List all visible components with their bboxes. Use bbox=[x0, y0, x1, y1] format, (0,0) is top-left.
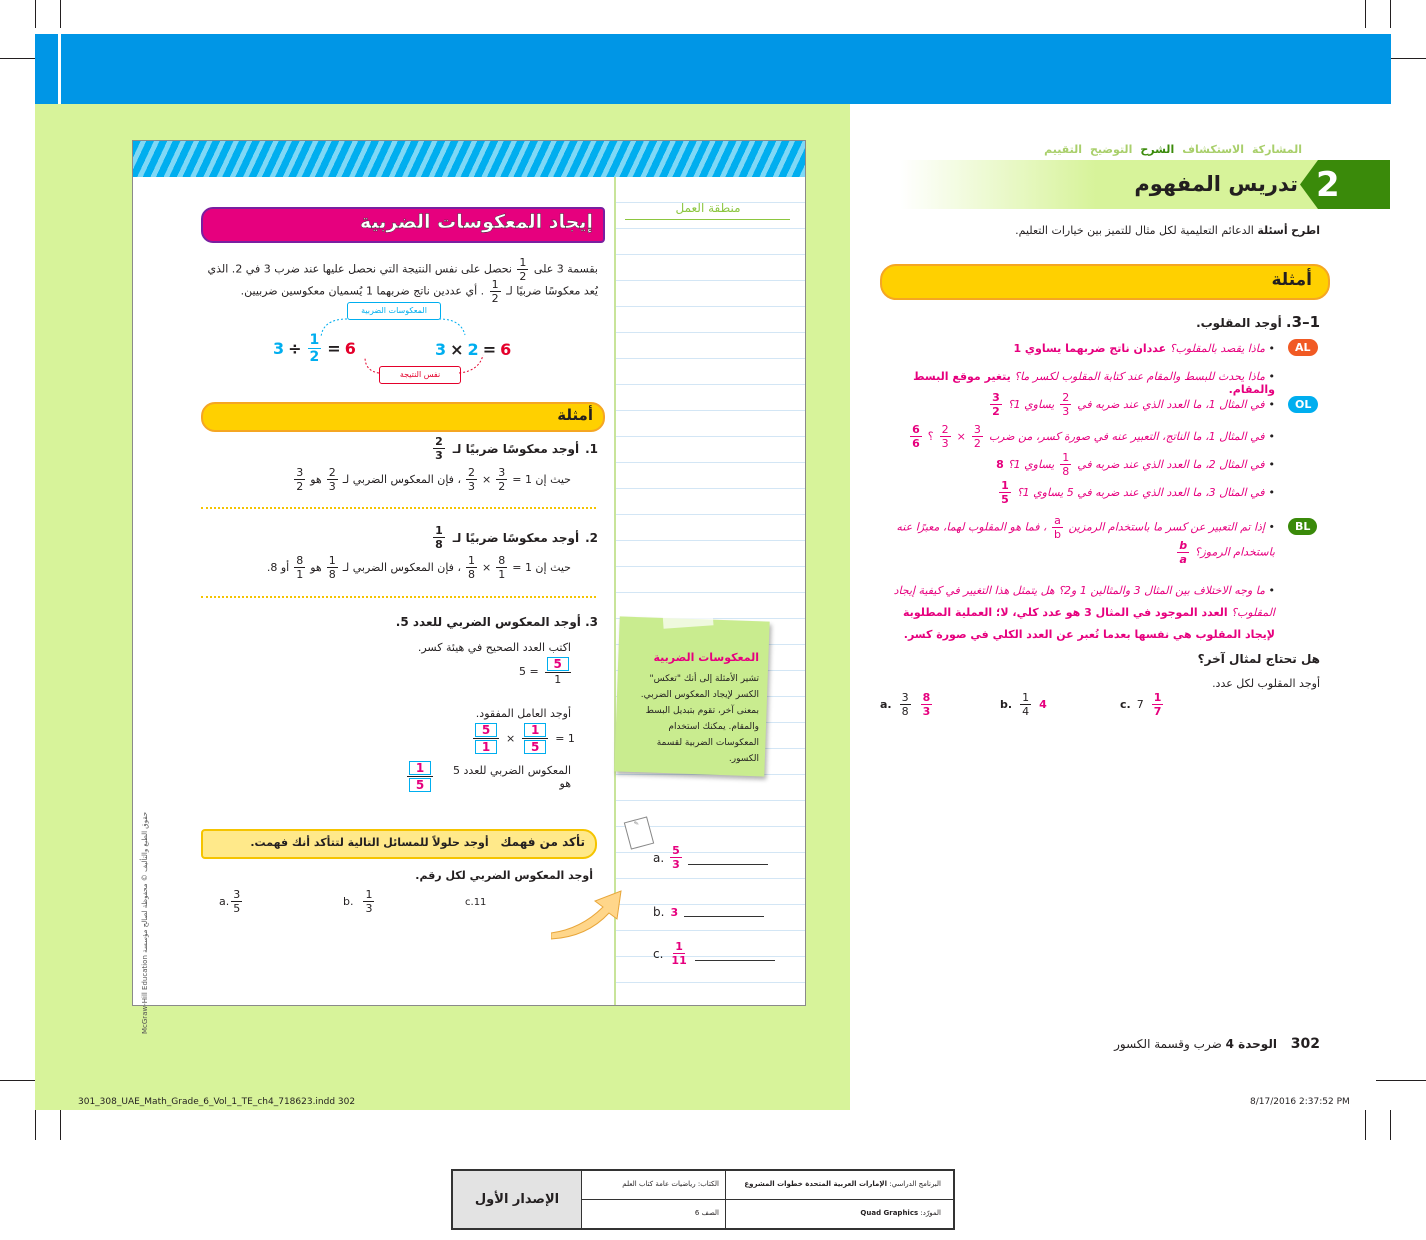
check-heading bbox=[213, 835, 585, 849]
ex3-q: أوجد المعكوس الضربي للعدد 5. bbox=[395, 615, 581, 629]
ans-a-n: 5 bbox=[672, 844, 680, 857]
swoosh-arrow bbox=[551, 881, 631, 941]
nav-explain: الشرح bbox=[1140, 143, 1175, 156]
half-fraction-2 bbox=[490, 279, 501, 304]
divider-2 bbox=[201, 596, 596, 598]
another-a-ans bbox=[921, 692, 933, 717]
intro-bold-2: أسئلة bbox=[1257, 224, 1288, 237]
q8-q: ما وجه الاختلاف بين المثال 3 والمثالين 1 و2؟ هل يتمثل هذا التغيير في كيفية إيجاد المقلوب؟ bbox=[893, 584, 1275, 619]
ca-label: a. bbox=[219, 895, 230, 908]
intro-rest: الدعائم التعليمية لكل مثال للتميز بين خيارات التعليم. bbox=[1015, 224, 1254, 237]
bullet-7: • bbox=[1268, 520, 1275, 534]
bullet-3: • bbox=[1268, 398, 1275, 411]
arrow-top-right bbox=[439, 319, 465, 335]
ex3-step-2: أوجد العامل المفقود. bbox=[475, 707, 571, 720]
ex2-w-f3n: 1 bbox=[328, 554, 336, 567]
lesson-title: إيجاد المعكوسات الضربية bbox=[359, 211, 593, 233]
q5-frac bbox=[1060, 452, 1071, 477]
bullet-8: • bbox=[1268, 584, 1275, 597]
ex1-w3: هو bbox=[310, 473, 322, 486]
check-item-a bbox=[219, 889, 244, 914]
slug-table bbox=[451, 1169, 955, 1230]
q3-fd: 3 bbox=[1062, 405, 1070, 418]
ex1-w-f4 bbox=[294, 467, 305, 492]
intro-text bbox=[900, 224, 1320, 237]
ex2-w-f4n: 8 bbox=[296, 554, 304, 567]
q6-q: في المثال 3، ما العدد الذي عند ضربه في 5 يساوي 1؟ bbox=[1016, 486, 1265, 499]
slug-program-label: البرنامج الدراسي: bbox=[889, 1180, 941, 1188]
intro-text-3: يُعد معكوسًا ضربيًا لـ bbox=[506, 284, 598, 298]
q6-ad: 5 bbox=[1001, 493, 1009, 506]
bullet-6: • bbox=[1268, 486, 1275, 499]
ex2-w-f3d: 8 bbox=[328, 568, 336, 581]
q4-op: × bbox=[956, 430, 966, 443]
bullet-2: • bbox=[1268, 370, 1275, 383]
ex1-q: أوجد معكوسًا ضربيًا لـ bbox=[452, 441, 580, 456]
ex1-w-f4d: 2 bbox=[296, 480, 304, 493]
another-a-ad: 3 bbox=[922, 705, 931, 718]
ex2-fn: 1 bbox=[435, 524, 443, 537]
ans-c-d: 11 bbox=[671, 954, 687, 967]
eq-left-r: 6 bbox=[344, 339, 356, 358]
ans-b-line bbox=[684, 908, 764, 917]
q3-an: 3 bbox=[992, 391, 1000, 404]
arrow-bottom-left bbox=[365, 357, 379, 373]
another-c-ans bbox=[1152, 692, 1164, 717]
slug-vendor-value: Quad Graphics bbox=[860, 1209, 919, 1217]
ans-b: 3 bbox=[670, 905, 679, 919]
another-a-label: a. bbox=[880, 698, 892, 711]
q5-tail: يساوي 1؟ bbox=[1007, 458, 1055, 471]
work-zone-label: منطقة العمل bbox=[675, 201, 741, 215]
intro-text-4: . أي عددين ناتج ضربهما 1 يُسميان معكوسين ضربيين. bbox=[240, 284, 485, 298]
ex3-step-1: اكتب العدد الصحيح في هيئة كسر. bbox=[417, 641, 571, 654]
eq-right-r: 6 bbox=[500, 340, 512, 359]
unit-label: الوحدة 4 bbox=[1225, 1037, 1277, 1051]
ex1-w-f1n: 3 bbox=[498, 466, 506, 479]
pencil-note-icon: ✎ bbox=[624, 816, 654, 849]
ex3-m2d-wrap bbox=[522, 739, 548, 754]
ex1-fn: 2 bbox=[435, 435, 443, 448]
q3 bbox=[880, 392, 1275, 417]
slug-grade bbox=[587, 1209, 719, 1217]
cb-frac bbox=[363, 889, 374, 914]
ex1-w-f3n: 2 bbox=[328, 466, 336, 479]
ex3-m1d: 1 bbox=[475, 740, 497, 754]
ex3-five-frac bbox=[545, 657, 571, 685]
ex1-fd: 3 bbox=[435, 449, 443, 462]
check-question: أوجد المعكوس الضربي لكل رقم. bbox=[415, 869, 593, 882]
hatch-header bbox=[133, 141, 805, 177]
work-zone bbox=[616, 177, 805, 1005]
page-number: 302 bbox=[1290, 1036, 1320, 1052]
ex3-five: 5 = bbox=[519, 664, 539, 678]
bullet-4: • bbox=[1268, 430, 1275, 443]
ex3-fn: 5 bbox=[547, 657, 569, 671]
level-bl: BL bbox=[1288, 518, 1317, 535]
ex2-w-f2 bbox=[466, 555, 477, 580]
eq-half-n: 1 bbox=[309, 332, 320, 348]
unit-title: ضرب وقسمة الكسور bbox=[1114, 1037, 1222, 1051]
te-examples-title: أمثلة bbox=[1271, 270, 1312, 290]
half-n: 1 bbox=[519, 256, 527, 269]
check-title: تأكد من فهمك bbox=[500, 835, 585, 849]
ex1-frac bbox=[433, 436, 445, 461]
q3-ad: 2 bbox=[992, 405, 1000, 418]
q4-f1n: 3 bbox=[973, 423, 981, 436]
ans-b-label: b. bbox=[653, 905, 665, 919]
ex3-rn: 1 bbox=[409, 761, 431, 775]
another-b bbox=[1000, 692, 1047, 717]
divider-1 bbox=[201, 507, 596, 509]
another-b-n: 1 bbox=[1022, 691, 1030, 704]
ex3-m2n-wrap bbox=[522, 723, 548, 739]
ex2-times: × bbox=[482, 561, 492, 574]
slug-grade-label: الصف bbox=[701, 1209, 719, 1217]
top-banner bbox=[35, 34, 1391, 104]
ex2-w-f4 bbox=[294, 555, 305, 580]
ex1-w-f3d: 3 bbox=[328, 480, 336, 493]
example-2-question bbox=[283, 525, 598, 550]
another-c bbox=[1120, 692, 1165, 717]
ex1-w-f4n: 3 bbox=[296, 466, 304, 479]
ex3-rn-wrap bbox=[407, 761, 433, 777]
intro-line-2 bbox=[193, 279, 598, 304]
nav-explore: الاستكشاف bbox=[1182, 143, 1244, 156]
ex2-q: أوجد معكوسًا ضربيًا لـ bbox=[452, 530, 580, 545]
slug-vendor-label: المورّد: bbox=[920, 1209, 941, 1217]
q4-ad: 6 bbox=[912, 437, 920, 450]
ans-c-label: c. bbox=[653, 946, 664, 961]
eq-half-d: 2 bbox=[309, 349, 320, 365]
q7-q: إذا تم التعبير عن كسر ما باستخدام الرمزين bbox=[1068, 520, 1265, 534]
eq-left-a: 3 bbox=[273, 339, 285, 358]
examples-title: أمثلة bbox=[557, 406, 593, 424]
q5-a: 8 bbox=[996, 458, 1004, 471]
q8 bbox=[880, 580, 1275, 646]
q8-a: العدد الموجود في المثال 3 هو عدد كلي، لا؛ العملية المطلوبة لإيجاد المقلوب هي نفسها بعدما تُعبر عن العدد الكلي في صورة كسر. bbox=[903, 606, 1275, 641]
ex3-m1 bbox=[473, 723, 499, 754]
section-number-tab bbox=[1300, 160, 1390, 209]
ex3-m1n: 5 bbox=[475, 723, 497, 737]
ex3-fd: 1 bbox=[554, 673, 562, 686]
ex3-result bbox=[405, 761, 571, 792]
another-b-frac bbox=[1020, 692, 1031, 717]
another-a-an: 8 bbox=[922, 691, 931, 704]
callout-same-result: نفس النتيجة bbox=[379, 366, 461, 384]
ex2-num: 2. bbox=[585, 530, 598, 545]
eq-div: ÷ bbox=[288, 339, 302, 358]
level-al: AL bbox=[1288, 339, 1318, 356]
ex3-m1n-wrap bbox=[473, 723, 499, 739]
ex3-m2d: 5 bbox=[524, 740, 546, 754]
slug-edition: الإصدار الأول bbox=[474, 1192, 560, 1207]
q4-f1d: 2 bbox=[973, 437, 981, 450]
q7-frac bbox=[1052, 515, 1063, 540]
q7-ad: a bbox=[1179, 553, 1187, 566]
bullet-5: • bbox=[1268, 458, 1275, 471]
q4-f2n: 2 bbox=[941, 423, 949, 436]
ex1-w-f2n: 2 bbox=[468, 466, 475, 479]
slug-book-label: الكتاب: bbox=[697, 1180, 719, 1188]
ans-c-n: 1 bbox=[675, 940, 683, 953]
q4-ans bbox=[910, 424, 922, 449]
ex2-w-f3 bbox=[327, 555, 338, 580]
q1 bbox=[880, 342, 1275, 355]
q6 bbox=[880, 480, 1275, 505]
work-zone-rule bbox=[625, 219, 790, 220]
ex2-w-f1 bbox=[496, 555, 507, 580]
eq-half bbox=[308, 333, 322, 364]
q4-q: في المثال 1، ما الناتج، التعبير عنه في صورة كسر، من ضرب bbox=[988, 430, 1265, 443]
example-1-question bbox=[283, 436, 598, 461]
q7-an: b bbox=[1179, 539, 1188, 552]
intro-text-2: نحصل على نفس النتيجة التي نحصل عليها عند ضرب 3 في 2. الذي bbox=[207, 262, 512, 276]
bullet-1: • bbox=[1268, 342, 1275, 355]
another-c-ad: 7 bbox=[1153, 705, 1162, 718]
intro-bold-1: اطرح bbox=[1291, 224, 1320, 237]
ans-c-frac bbox=[669, 941, 688, 966]
page-footer bbox=[1000, 1036, 1320, 1052]
level-ol: OL bbox=[1288, 396, 1318, 413]
ans-a-label: a. bbox=[653, 850, 665, 865]
another-a bbox=[880, 692, 934, 717]
ex3-rd: 5 bbox=[409, 778, 431, 792]
ex1-w1: حيث إن 1 = bbox=[512, 473, 571, 486]
another-b-d: 4 bbox=[1022, 705, 1030, 718]
ex2-fd: 8 bbox=[435, 538, 443, 551]
answer-a bbox=[653, 845, 768, 870]
copyright: McGraw-Hill Education حقوق الطبع والتأليف © محفوظة لصالح مؤسسة bbox=[141, 811, 149, 1034]
q7-fn: a bbox=[1054, 514, 1061, 527]
banner-divider bbox=[58, 34, 61, 104]
cb-label: b. bbox=[343, 895, 354, 908]
file-slug: 301_308_UAE_Math_Grade_6_Vol_1_TE_ch4_718623.indd 302 bbox=[78, 1097, 356, 1107]
ex2-w2: ، فإن المعكوس الضربي لـ bbox=[342, 561, 461, 574]
slug-hline bbox=[581, 1199, 953, 1200]
ex1-w-f3 bbox=[327, 467, 338, 492]
ex2-w-f1d: 1 bbox=[498, 568, 506, 581]
q5 bbox=[880, 452, 1275, 477]
cb-d: 3 bbox=[365, 902, 373, 915]
another-a-n: 3 bbox=[901, 691, 909, 704]
another-b-ans: 4 bbox=[1039, 698, 1047, 711]
slug-edition-cell bbox=[453, 1171, 582, 1228]
q4-f2d: 3 bbox=[941, 437, 949, 450]
division-equation bbox=[273, 333, 356, 364]
ex2-frac bbox=[433, 525, 445, 550]
sticky-title: المعكوسات الضربية bbox=[653, 651, 759, 664]
q4-f2 bbox=[940, 424, 951, 449]
ex3-r bbox=[407, 761, 433, 792]
sticky-text: تشير الأمثلة إلى أنك "تعكس" الكسر لإيجاد المعكوس الضربي. بمعنى آخر، تقوم بتبديل البسط والمقام. يمكنك استخدام المعكوسات الضربية لقسمة الكسور. bbox=[640, 674, 759, 764]
ca-n: 3 bbox=[233, 888, 241, 901]
check-text: أوجد حلولاً للمسائل التالية لتتأكد أنك فهمت. bbox=[250, 836, 489, 849]
eq-times: × bbox=[450, 340, 464, 359]
half-d-2: 2 bbox=[491, 292, 499, 305]
ex2-w1: حيث إن 1 = bbox=[512, 561, 571, 574]
another-example-title: هل تحتاج لمثال آخر؟ bbox=[1197, 652, 1320, 666]
q6-an: 1 bbox=[1001, 479, 1009, 492]
phase-nav bbox=[1020, 143, 1302, 156]
ex1-num: 1. bbox=[585, 441, 598, 456]
ex1-w-f2 bbox=[466, 467, 477, 492]
ans-a-frac bbox=[670, 845, 682, 870]
ca-frac bbox=[231, 889, 242, 914]
nav-evaluate: التقييم bbox=[1044, 143, 1082, 156]
range: 1–3. bbox=[1285, 313, 1320, 331]
q1-a: عددان ناتج ضربهما يساوي 1 bbox=[1013, 342, 1167, 355]
callout-reciprocals: المعكوسات الضربية bbox=[347, 302, 441, 320]
multiplication-equation bbox=[435, 340, 511, 359]
q7-tail: ، فما هو المقلوب لهما، معبرًا عنه باستخدام الرموز؟ bbox=[896, 520, 1275, 559]
another-c-val: 7 bbox=[1136, 698, 1144, 711]
ex2-w4: أو 8. bbox=[266, 561, 290, 574]
q2-a: يتغير موقع البسط والمقام. bbox=[913, 370, 1275, 396]
eq-eq-1: = bbox=[327, 339, 341, 358]
ex2-w-f2n: 1 bbox=[468, 554, 475, 567]
q7-ans bbox=[1177, 540, 1189, 565]
q7 bbox=[880, 515, 1275, 565]
check-item-b bbox=[343, 889, 376, 914]
check-item-c bbox=[465, 897, 486, 908]
q6-ans bbox=[999, 480, 1011, 505]
half-d: 2 bbox=[519, 270, 527, 283]
another-c-label: c. bbox=[1120, 698, 1131, 711]
q7-fd: b bbox=[1054, 528, 1062, 541]
eq-right-b: 2 bbox=[467, 340, 479, 359]
ex2-w-f1n: 8 bbox=[498, 554, 506, 567]
section-number: 2 bbox=[1316, 165, 1340, 205]
half-n-2: 1 bbox=[491, 278, 499, 291]
q3-fn: 2 bbox=[1062, 391, 1070, 404]
ex1-w-f2d: 3 bbox=[468, 480, 475, 493]
eq-eq-2: = bbox=[482, 340, 497, 359]
eq-right-a: 3 bbox=[435, 340, 447, 359]
ex2-w3: هو bbox=[310, 561, 322, 574]
range-text: أوجد المقلوب. bbox=[1196, 316, 1282, 330]
ex1-times: × bbox=[482, 473, 492, 486]
cb-n: 1 bbox=[365, 888, 373, 901]
q2-q: ماذا يحدث للبسط والمقام عند كتابة المقلوب لكسر ما؟ bbox=[1014, 370, 1265, 383]
ans-a-d: 3 bbox=[672, 858, 680, 871]
q3-frac bbox=[1060, 392, 1071, 417]
ex3-m2 bbox=[522, 723, 548, 754]
ans-c-line bbox=[695, 946, 775, 961]
answer-b bbox=[653, 905, 764, 919]
q5-q: في المثال 2، ما العدد الذي عند ضربه في bbox=[1077, 458, 1265, 471]
q4-an: 6 bbox=[912, 423, 920, 436]
ex3-eq1: = 1 bbox=[555, 732, 575, 745]
ex3-five-as-fraction bbox=[519, 657, 573, 685]
example-2-work bbox=[233, 555, 571, 580]
q5-fd: 8 bbox=[1062, 465, 1070, 478]
cc-label: c. bbox=[465, 897, 474, 908]
ex1-w2: ، فإن المعكوس الضربي لـ bbox=[342, 473, 461, 486]
q1-q: ماذا يقصد بالمقلوب؟ bbox=[1169, 342, 1265, 355]
range-heading bbox=[1000, 313, 1320, 331]
ex3-num: 3. bbox=[585, 615, 598, 629]
q3-tail: يساوي 1؟ bbox=[1007, 398, 1055, 411]
another-a-frac bbox=[900, 692, 911, 717]
cc-val: 11 bbox=[473, 897, 487, 908]
student-page bbox=[132, 140, 806, 1006]
ex1-w-f1 bbox=[496, 467, 507, 492]
ex3-rd-wrap bbox=[407, 777, 433, 792]
ex3-m2n: 1 bbox=[524, 723, 546, 737]
answer-c bbox=[653, 941, 775, 966]
slug-grade-value: 6 bbox=[694, 1209, 700, 1217]
example-3-question bbox=[283, 615, 598, 629]
ex3-s3: المعكوس الضربي للعدد 5 هو bbox=[453, 763, 571, 790]
ans-a-line bbox=[688, 850, 768, 865]
another-a-d: 8 bbox=[901, 705, 909, 718]
slug-vendor bbox=[731, 1209, 941, 1217]
ex3-five-n-box bbox=[545, 657, 571, 673]
ex1-w-f1d: 2 bbox=[498, 480, 506, 493]
slug-program-value: الإمارات العربية المتحدة خطوات المشروع bbox=[744, 1180, 887, 1188]
slug-vline bbox=[725, 1171, 726, 1228]
nav-elaborate: التوضيح bbox=[1090, 143, 1133, 156]
ex3-m1d-wrap bbox=[473, 739, 499, 754]
slug-book bbox=[587, 1180, 719, 1188]
q3-ans bbox=[990, 392, 1002, 417]
q4-f1 bbox=[972, 424, 983, 449]
example-1-work bbox=[233, 467, 571, 492]
q4-sep: ؟ bbox=[927, 430, 934, 443]
slug-book-value: رياضيات عامة كتاب العلم bbox=[622, 1180, 696, 1188]
another-b-label: b. bbox=[1000, 698, 1013, 711]
section-title: تدريس المفهوم bbox=[1134, 172, 1298, 196]
ex3-x: × bbox=[506, 732, 516, 745]
ca-d: 5 bbox=[233, 902, 241, 915]
q4 bbox=[880, 424, 1275, 449]
ex3-missing-factor bbox=[471, 723, 575, 754]
ex2-w-f4d: 1 bbox=[296, 568, 304, 581]
intro-text-1: بقسمة 3 على bbox=[533, 262, 598, 276]
another-example-text: أوجد المقلوب لكل عدد. bbox=[1212, 677, 1320, 690]
q5-fn: 1 bbox=[1062, 451, 1070, 464]
slug-program bbox=[731, 1180, 941, 1188]
another-c-an: 1 bbox=[1153, 691, 1162, 704]
print-date: 8/17/2016 2:37:52 PM bbox=[1250, 1097, 1350, 1107]
q3-q: في المثال 1، ما العدد الذي عند ضربه في bbox=[1077, 398, 1265, 411]
ex2-w-f2d: 8 bbox=[468, 568, 475, 581]
nav-engage: المشاركة bbox=[1252, 143, 1302, 156]
